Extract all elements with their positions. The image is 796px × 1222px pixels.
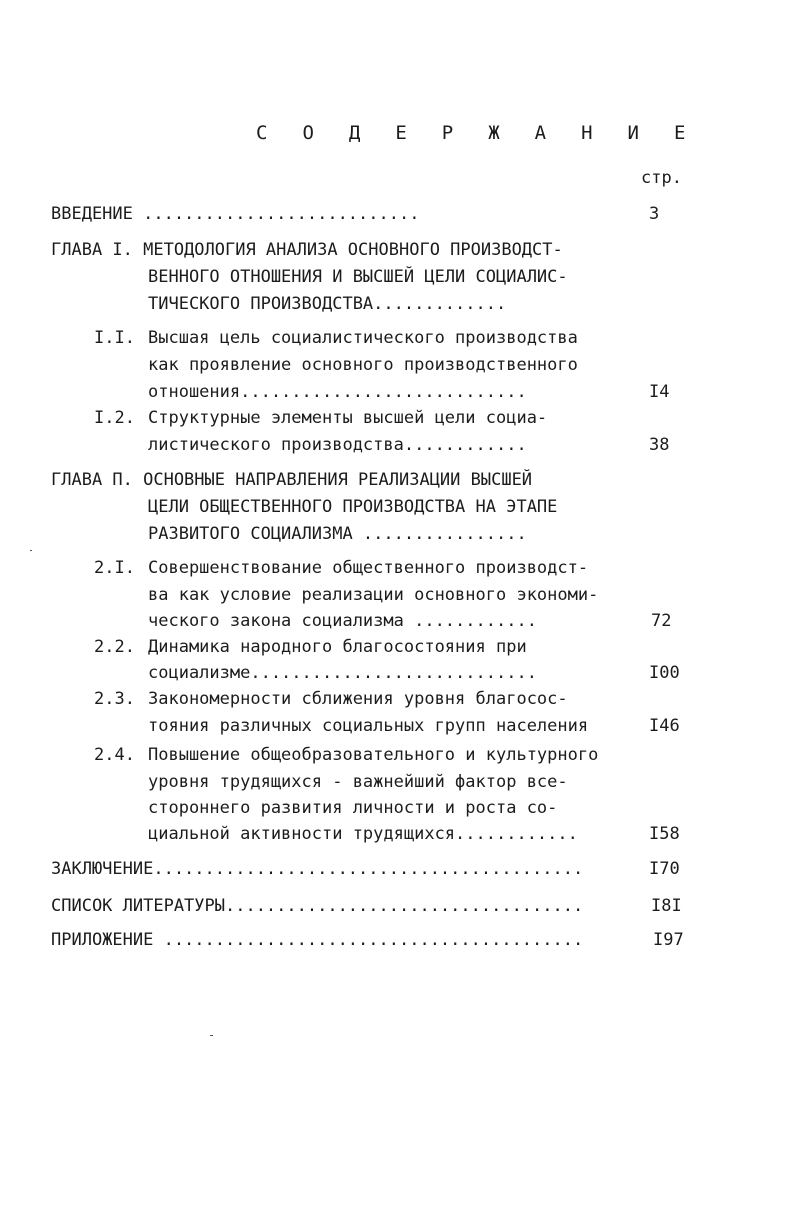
toc-section-line: ва как условие реализации основного экономи- <box>148 585 599 605</box>
toc-section-line: стороннего развития личности и роста со- <box>148 798 558 818</box>
toc-chapter-line: ТИЧЕСКОГО ПРОИЗВОДСТВА............. <box>148 294 507 314</box>
toc-chapter-line: ГЛАВА П. ОСНОВНЫЕ НАПРАВЛЕНИЯ РЕАЛИЗАЦИИ ВЫСШЕЙ <box>51 470 533 490</box>
toc-section-line: Динамика народного благосостояния при <box>148 637 527 657</box>
toc-page-number: I58 <box>649 824 680 844</box>
toc-section-line: листического производства............ <box>148 435 527 455</box>
toc-chapter-line: ГЛАВА I. МЕТОДОЛОГИЯ АНАЛИЗА ОСНОВНОГО ПРОИЗВОДСТ- <box>51 240 563 260</box>
toc-section-number: 2.3. <box>94 689 135 709</box>
toc-section-number: 2.I. <box>94 558 135 578</box>
toc-chapter-line: ВЕННОГО ОТНОШЕНИЯ И ВЫСШЕЙ ЦЕЛИ СОЦИАЛИС- <box>148 267 568 287</box>
toc-section-line: отношения............................ <box>148 382 527 402</box>
toc-page-number: 38 <box>649 435 670 455</box>
toc-entry-text: ЗАКЛЮЧЕНИЕ.......................................... <box>51 859 584 879</box>
page-column-label: стр. <box>641 168 682 188</box>
toc-section-line: Структурные элементы высшей цели социа- <box>148 408 548 428</box>
toc-page-number: I46 <box>649 716 680 736</box>
toc-page-number: I4 <box>649 382 670 402</box>
toc-page-number: 3 <box>649 204 660 224</box>
toc-chapter-line: ЦЕЛИ ОБЩЕСТВЕННОГО ПРОИЗВОДСТВА НА ЭТАПЕ <box>148 497 558 517</box>
toc-section-line: Повышение общеобразовательного и культурного <box>148 745 599 765</box>
toc-section-line: тояния различных социальных групп населения <box>148 716 589 736</box>
toc-section-line: ческого закона социализма ............ <box>148 611 537 631</box>
toc-entry-text: ПРИЛОЖЕНИЕ ......................................... <box>51 930 584 950</box>
toc-section-number: 2.4. <box>94 745 135 765</box>
toc-entry-text: ВВЕДЕНИЕ ........................... <box>51 204 420 224</box>
toc-section-number: I.I. <box>94 328 135 348</box>
scan-speck <box>30 550 32 551</box>
toc-section-line: циальной активности трудящихся............ <box>148 824 578 844</box>
toc-section-number: 2.2. <box>94 637 135 657</box>
toc-page-number: I8I <box>651 896 682 916</box>
toc-section-line: Совершенствование общественного производст- <box>148 558 589 578</box>
toc-section-line: как проявление основного производственного <box>148 355 578 375</box>
toc-page-number: I70 <box>649 859 680 879</box>
toc-page-number: I97 <box>653 930 684 950</box>
toc-section-line: социализме............................ <box>148 663 537 683</box>
page-title: С О Д Е Р Ж А Н И Е <box>256 122 698 144</box>
scan-speck <box>210 1035 213 1036</box>
toc-entry-text: СПИСОК ЛИТЕРАТУРЫ................................... <box>51 896 584 916</box>
toc-page-number: I00 <box>649 663 680 683</box>
toc-section-number: I.2. <box>94 408 135 428</box>
toc-chapter-line: РАЗВИТОГО СОЦИАЛИЗМА ................ <box>148 524 527 544</box>
toc-section-line: уровня трудящихся - важнейший фактор все- <box>148 772 568 792</box>
toc-section-line: Высшая цель социалистического производства <box>148 328 578 348</box>
toc-section-line: Закономерности сближения уровня благосос- <box>148 689 568 709</box>
toc-page-number: 72 <box>651 611 672 631</box>
